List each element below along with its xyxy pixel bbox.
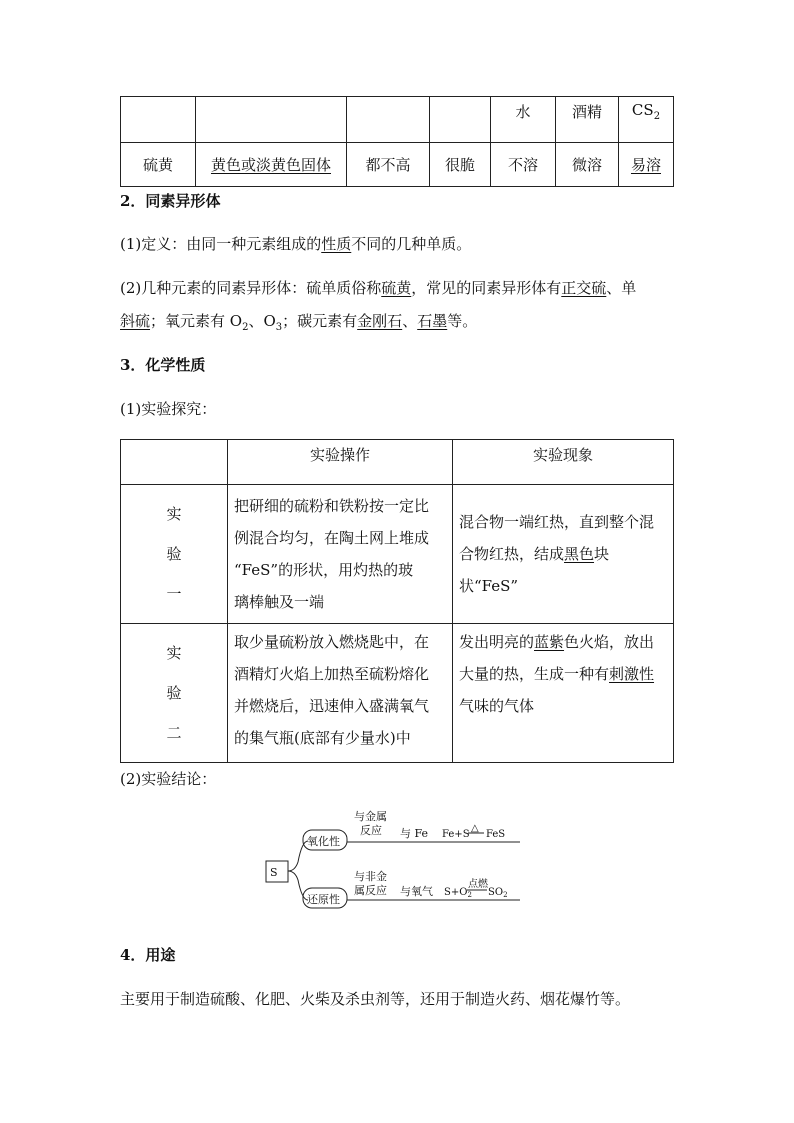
reducing-label: 还原性 [307,893,340,906]
with-fe-label: 与 Fe [400,827,429,840]
experiment-table [120,439,674,763]
header-cell-empty [347,97,430,143]
header-cell-empty [121,440,228,485]
sulfur-properties-table [120,96,674,187]
row-melting: 都不高 [347,143,430,187]
section-heading-uses: 4．用途 [120,946,176,964]
allotropes-paragraph-line1: (2)几种元素的同素异形体：硫单质俗称硫黄，常见的同素异形体有正交硫、单 [120,279,637,297]
eq1-product: FeS [486,829,506,840]
experiment-1-operation: 把研细的硫粉和铁粉按一定比 例混合均匀，在陶土网上堆成 “FeS”的形状，用灼热的玻 璃棒触及一端 [228,485,453,624]
header-operation: 实验操作 [228,440,453,485]
section-heading-allotropes: 2．同素异形体 [120,192,221,210]
uses-paragraph: 主要用于制造硫酸、化肥、火柴及杀虫剂等，还用于制造火药、烟花爆竹等。 [120,990,631,1008]
branch-lower [288,871,308,900]
section-heading-chemical-properties: 3．化学性质 [120,356,206,374]
oxidizing-label: 氧化性 [307,835,340,848]
nonmetal-label-2: 属反应 [354,884,387,897]
eq2-reactants: $S+O_2$ [444,887,472,899]
metal-label-1: 与金属 [354,810,387,823]
experiment-2-phenomenon: 发出明亮的蓝紫色火焰，放出 大量的热，生成一种有刺激性 气味的气体 [453,624,674,763]
experiment-1-label: 实 验 一 [121,485,228,624]
allotropes-paragraph-line2: 斜硫；氧元素有 $O_2$、$O_3$；碳元素有金刚石、石墨等。 [120,312,478,333]
nonmetal-label-1: 与非金 [354,870,387,883]
eq2-product: $SO_2$ [488,887,508,899]
metal-label-2: 反应 [360,824,382,837]
with-o2-label: 与氧气 [400,885,433,898]
header-cell-empty [121,97,196,143]
header-cs2: $CS_2$ [619,97,674,143]
sulfur-properties-diagram [262,808,532,914]
definition-paragraph: (1)定义：由同一种元素组成的性质不同的几种单质。 [120,235,472,253]
experiment-1-phenomenon: 混合物一端红热，直到整个混 合物红热，结成黑色块状“FeS” [453,485,674,624]
eq1-condition: △ [471,823,479,834]
root-label: S [270,866,278,879]
row-name: 硫黄 [121,143,196,187]
row-cs2: 易溶 [619,143,674,187]
branch-upper [288,841,308,871]
header-phenomenon: 实验现象 [453,440,674,485]
row-water: 不溶 [491,143,556,187]
header-cell-empty [430,97,491,143]
header-water: 水 [491,97,556,143]
experiment-2-operation: 取少量硫粉放入燃烧匙中，在 酒精灯火焰上加热至硫粉熔化 并燃烧后，迅速伸入盛满氧气 的集气瓶(底部有少量水)中 [228,624,453,763]
row-hardness: 很脆 [430,143,491,187]
eq1-reactants: Fe+S [442,829,470,840]
eq2-condition: 点燃 [468,879,488,890]
sub-heading-conclusion: (2)实验结论： [120,770,217,788]
sub-heading-experiment: (1)实验探究： [120,400,217,418]
experiment-2-label: 实 验 二 [121,624,228,763]
header-alcohol: 酒精 [556,97,619,143]
header-cell-empty [196,97,347,143]
row-color: 黄色或淡黄色固体 [196,143,347,187]
row-alcohol: 微溶 [556,143,619,187]
